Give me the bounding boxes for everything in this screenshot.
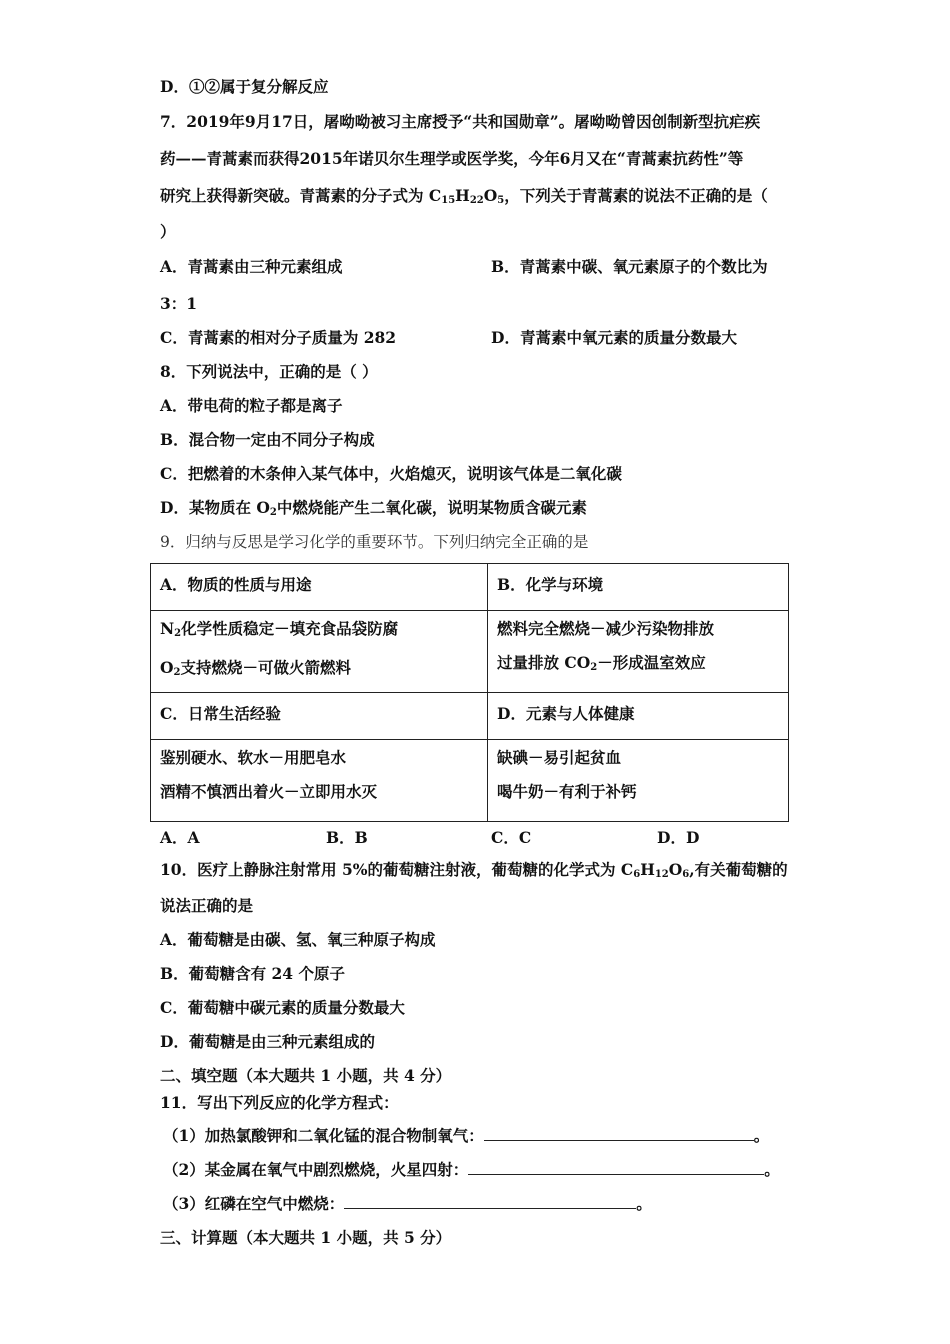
answer-blank-3[interactable] — [344, 1194, 636, 1209]
q9-cell-d-body — [488, 740, 789, 822]
q9-option-a: A．A — [160, 828, 200, 847]
q9-stem: 9．归纳与反思是学习化学的重要环节。下列归纳完全正确的是 — [160, 533, 589, 551]
q10-stem-line1: 10．医疗上静脉注射常用 5%的葡萄糖注射液，葡萄糖的化学式为 $C_6H_{12}O_6$,有关葡萄糖的 — [160, 860, 788, 880]
q7-stem-line3: 研究上获得新突破。青蒿素的分子式为 $C_{15}H_{22}O_5$，下列关于青蒿素的说法不正确的是（ — [160, 186, 768, 206]
q9-option-b: B．B — [326, 828, 368, 847]
q9-cell-a-body — [151, 611, 488, 693]
q9-a-item2: $O_2$支持燃烧－可做火箭燃料 — [160, 658, 351, 678]
q9-cell-b-body — [488, 611, 789, 693]
q7-option-a: A．青蒿素由三种元素组成 — [160, 257, 343, 276]
q7-stem-line2: 药——青蒿素而获得2015年诺贝尔生理学或医学奖，今年6月又在“青蒿素抗药性”等 — [160, 149, 744, 168]
q9-c-item2: 酒精不慎洒出着火－立即用水灭 — [160, 782, 378, 801]
q9-b-item1: 燃料完全燃烧－减少污染物排放 — [497, 619, 715, 638]
q8-option-d: D．某物质在 $O_2$中燃烧能产生二氧化碳，说明某物质含碳元素 — [160, 498, 587, 518]
q9-option-c: C．C — [491, 828, 532, 847]
q11-part1: （1）加热氯酸钾和二氧化锰的混合物制氧气： 。 — [163, 1126, 770, 1145]
q9-d-item1: 缺碘－易引起贫血 — [497, 748, 622, 767]
q10-option-d: D．葡萄糖是由三种元素组成的 — [160, 1032, 375, 1051]
q7-option-d: D．青蒿素中氧元素的质量分数最大 — [491, 328, 737, 347]
q8-option-c: C．把燃着的木条伸入某气体中，火焰熄灭，说明该气体是二氧化碳 — [160, 464, 622, 483]
q11-part3: （3）红磷在空气中燃烧： 。 — [163, 1194, 652, 1213]
q9-table — [150, 563, 789, 822]
q9-cell-c-head: C．日常生活经验 — [151, 693, 488, 740]
q10-option-a: A．葡萄糖是由碳、氢、氧三种原子构成 — [160, 930, 436, 949]
q10-option-b: B．葡萄糖含有 24 个原子 — [160, 964, 345, 983]
q10-stem-line2: 说法正确的是 — [160, 896, 254, 915]
q7-option-b: B．青蒿素中碳、氧元素原子的个数比为 — [491, 257, 768, 276]
q9-b-item2: 过量排放 $CO_2-$形成温室效应 — [497, 653, 706, 673]
q7-option-b-continued: 3：1 — [160, 294, 198, 313]
q8-stem: 8．下列说法中，正确的是（ ） — [160, 362, 378, 381]
q7-stem-line4: ） — [160, 222, 176, 241]
answer-blank-1[interactable] — [484, 1126, 754, 1141]
q6-option-d: D．①②属于复分解反应 — [160, 77, 329, 96]
q7-stem-line1: 7．2019年9月17日，屠呦呦被习主席授予“共和国勋章”。屠呦呦曾因创制新型抗疟疾 — [160, 112, 761, 131]
answer-blank-2[interactable] — [468, 1160, 764, 1175]
q10-option-c: C．葡萄糖中碳元素的质量分数最大 — [160, 998, 405, 1017]
q9-cell-d-head: D．元素与人体健康 — [488, 693, 789, 740]
q9-option-d: D．D — [657, 828, 700, 847]
q8-option-a: A．带电荷的粒子都是离子 — [160, 396, 343, 415]
q9-a-item1: $N_2$化学性质稳定－填充食品袋防腐 — [160, 619, 399, 639]
q9-cell-b-head: B．化学与环境 — [488, 564, 789, 611]
q11-stem: 11．写出下列反应的化学方程式： — [160, 1093, 399, 1112]
q9-c-item1: 鉴别硬水、软水－用肥皂水 — [160, 748, 347, 767]
q9-d-item2: 喝牛奶－有利于补钙 — [497, 782, 637, 801]
section3-heading: 三、计算题（本大题共 1 小题，共 5 分） — [160, 1228, 452, 1247]
q9-cell-a-head: A．物质的性质与用途 — [151, 564, 488, 611]
q8-option-b: B．混合物一定由不同分子构成 — [160, 430, 375, 449]
q7-option-c: C．青蒿素的相对分子质量为 282 — [160, 328, 397, 347]
section2-heading: 二、填空题（本大题共 1 小题，共 4 分） — [160, 1066, 452, 1085]
q9-cell-c-body — [151, 740, 488, 822]
q11-part2: （2）某金属在氧气中剧烈燃烧，火星四射： 。 — [163, 1160, 780, 1179]
